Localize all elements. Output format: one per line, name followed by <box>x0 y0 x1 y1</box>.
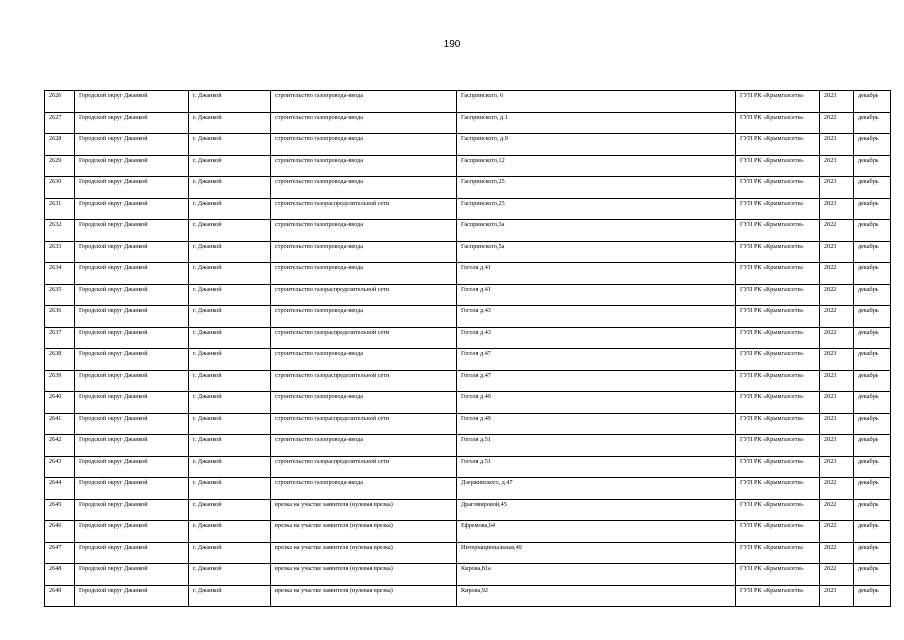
year-cell: 2022 <box>820 112 854 134</box>
work-type-cell: строительство газопровода-ввода <box>271 263 457 285</box>
contractor-cell: ГУП РК «Крымгазсети» <box>736 327 820 349</box>
district-cell: Городской округ Джанкой <box>75 499 189 521</box>
row-number-cell: 2639 <box>45 370 75 392</box>
work-type-cell: строительство газопровода-ввода <box>271 435 457 457</box>
city-cell: г. Джанкой <box>189 435 271 457</box>
contractor-cell: ГУП РК «Крымгазсети» <box>736 585 820 607</box>
table-row <box>45 112 891 134</box>
work-type-cell: строительство газораспределительной сети <box>271 327 457 349</box>
address-cell: Дзержинского, д.47 <box>457 478 736 500</box>
work-type-cell: строительство газопровода-ввода <box>271 112 457 134</box>
month-cell: декабрь <box>854 499 891 521</box>
contractor-cell: ГУП РК «Крымгазсети» <box>736 499 820 521</box>
district-cell: Городской округ Джанкой <box>75 198 189 220</box>
contractor-cell: ГУП РК «Крымгазсети» <box>736 91 820 113</box>
address-cell: Гаспринского,25 <box>457 198 736 220</box>
district-cell: Городской округ Джанкой <box>75 241 189 263</box>
work-type-cell: врезка на участке заявителя (нулевая врезка) <box>271 585 457 607</box>
city-cell: г. Джанкой <box>189 585 271 607</box>
contractor-cell: ГУП РК «Крымгазсети» <box>736 220 820 242</box>
table-row <box>45 263 891 285</box>
month-cell: декабрь <box>854 585 891 607</box>
contractor-cell: ГУП РК «Крымгазсети» <box>736 306 820 328</box>
address-cell: Гоголя д.41 <box>457 284 736 306</box>
address-cell: Гоголя д.51 <box>457 435 736 457</box>
city-cell: г. Джанкой <box>189 392 271 414</box>
year-cell: 2023 <box>820 198 854 220</box>
district-cell: Городской округ Джанкой <box>75 349 189 371</box>
city-cell: г. Джанкой <box>189 263 271 285</box>
year-cell: 2023 <box>820 241 854 263</box>
year-cell: 2022 <box>820 564 854 586</box>
city-cell: г. Джанкой <box>189 542 271 564</box>
month-cell: декабрь <box>854 177 891 199</box>
year-cell: 2022 <box>820 327 854 349</box>
row-number-cell: 2635 <box>45 284 75 306</box>
month-cell: декабрь <box>854 241 891 263</box>
address-cell: Гоголя д.43 <box>457 306 736 328</box>
row-number-cell: 2642 <box>45 435 75 457</box>
month-cell: декабрь <box>854 564 891 586</box>
table-row <box>45 327 891 349</box>
page-number: 190 <box>443 39 461 50</box>
row-number-cell: 2633 <box>45 241 75 263</box>
address-cell: Гаспринского, д.9 <box>457 134 736 156</box>
table-row <box>45 435 891 457</box>
district-cell: Городской округ Джанкой <box>75 263 189 285</box>
district-cell: Городской округ Джанкой <box>75 306 189 328</box>
work-type-cell: строительство газопровода-ввода <box>271 306 457 328</box>
address-cell: Гоголя д.51 <box>457 456 736 478</box>
contractor-cell: ГУП РК «Крымгазсети» <box>736 134 820 156</box>
year-cell: 2022 <box>820 478 854 500</box>
table-row <box>45 134 891 156</box>
work-type-cell: строительство газопровода-ввода <box>271 155 457 177</box>
contractor-cell: ГУП РК «Крымгазсети» <box>736 413 820 435</box>
contractor-cell: ГУП РК «Крымгазсети» <box>736 241 820 263</box>
city-cell: г. Джанкой <box>189 177 271 199</box>
district-cell: Городской округ Джанкой <box>75 521 189 543</box>
work-type-cell: строительство газопровода-ввода <box>271 177 457 199</box>
district-cell: Городской округ Джанкой <box>75 370 189 392</box>
month-cell: декабрь <box>854 327 891 349</box>
work-type-cell: строительство газопровода-ввода <box>271 392 457 414</box>
row-number-cell: 2641 <box>45 413 75 435</box>
address-cell: Кирова,81а <box>457 564 736 586</box>
work-type-cell: строительство газораспределительной сети <box>271 456 457 478</box>
city-cell: г. Джанкой <box>189 241 271 263</box>
table-row <box>45 370 891 392</box>
year-cell: 2023 <box>820 349 854 371</box>
row-number-cell: 2632 <box>45 220 75 242</box>
work-type-cell: строительство газораспределительной сети <box>271 413 457 435</box>
row-number-cell: 2627 <box>45 112 75 134</box>
district-cell: Городской округ Джанкой <box>75 413 189 435</box>
district-cell: Городской округ Джанкой <box>75 134 189 156</box>
row-number-cell: 2626 <box>45 91 75 113</box>
year-cell: 2023 <box>820 177 854 199</box>
contractor-cell: ГУП РК «Крымгазсети» <box>736 435 820 457</box>
contractor-cell: ГУП РК «Крымгазсети» <box>736 542 820 564</box>
city-cell: г. Джанкой <box>189 456 271 478</box>
table-row <box>45 413 891 435</box>
row-number-cell: 2648 <box>45 564 75 586</box>
district-cell: Городской округ Джанкой <box>75 392 189 414</box>
row-number-cell: 2644 <box>45 478 75 500</box>
district-cell: Городской округ Джанкой <box>75 284 189 306</box>
address-cell: Гаспринского,25 <box>457 177 736 199</box>
row-number-cell: 2636 <box>45 306 75 328</box>
district-cell: Городской округ Джанкой <box>75 542 189 564</box>
city-cell: г. Джанкой <box>189 349 271 371</box>
contractor-cell: ГУП РК «Крымгазсети» <box>736 456 820 478</box>
year-cell: 2023 <box>820 435 854 457</box>
district-cell: Городской округ Джанкой <box>75 155 189 177</box>
city-cell: г. Джанкой <box>189 198 271 220</box>
year-cell: 2023 <box>820 155 854 177</box>
year-cell: 2023 <box>820 91 854 113</box>
address-cell: Гоголя д.47 <box>457 349 736 371</box>
row-number-cell: 2638 <box>45 349 75 371</box>
city-cell: г. Джанкой <box>189 306 271 328</box>
city-cell: г. Джанкой <box>189 91 271 113</box>
row-number-cell: 2643 <box>45 456 75 478</box>
contractor-cell: ГУП РК «Крымгазсети» <box>736 155 820 177</box>
table-row <box>45 91 891 113</box>
month-cell: декабрь <box>854 134 891 156</box>
address-cell: Гаспринского,5а <box>457 241 736 263</box>
contractor-cell: ГУП РК «Крымгазсети» <box>736 349 820 371</box>
city-cell: г. Джанкой <box>189 478 271 500</box>
table-row <box>45 392 891 414</box>
row-number-cell: 2634 <box>45 263 75 285</box>
month-cell: декабрь <box>854 542 891 564</box>
table-row <box>45 241 891 263</box>
month-cell: декабрь <box>854 478 891 500</box>
district-cell: Городской округ Джанкой <box>75 177 189 199</box>
work-type-cell: строительство газопровода-ввода <box>271 91 457 113</box>
work-type-cell: строительство газораспределительной сети <box>271 198 457 220</box>
contractor-cell: ГУП РК «Крымгазсети» <box>736 521 820 543</box>
district-cell: Городской округ Джанкой <box>75 456 189 478</box>
year-cell: 2022 <box>820 499 854 521</box>
address-cell: Интернациональная,49 <box>457 542 736 564</box>
address-cell: Гоголя д.49 <box>457 413 736 435</box>
month-cell: декабрь <box>854 220 891 242</box>
district-cell: Городской округ Джанкой <box>75 91 189 113</box>
table-body <box>45 91 891 607</box>
month-cell: декабрь <box>854 392 891 414</box>
address-cell: Гаспринского, д.1 <box>457 112 736 134</box>
month-cell: декабрь <box>854 349 891 371</box>
table-row <box>45 564 891 586</box>
table-row <box>45 521 891 543</box>
row-number-cell: 2645 <box>45 499 75 521</box>
district-cell: Городской округ Джанкой <box>75 435 189 457</box>
city-cell: г. Джанкой <box>189 564 271 586</box>
gas-works-table <box>44 90 891 607</box>
year-cell: 2022 <box>820 263 854 285</box>
year-cell: 2022 <box>820 220 854 242</box>
year-cell: 2022 <box>820 306 854 328</box>
row-number-cell: 2628 <box>45 134 75 156</box>
contractor-cell: ГУП РК «Крымгазсети» <box>736 177 820 199</box>
table-row <box>45 542 891 564</box>
address-cell: Гаспринского,3а <box>457 220 736 242</box>
district-cell: Городской округ Джанкой <box>75 564 189 586</box>
table-row <box>45 349 891 371</box>
contractor-cell: ГУП РК «Крымгазсети» <box>736 392 820 414</box>
work-type-cell: строительство газопровода-ввода <box>271 241 457 263</box>
work-type-cell: строительство газопровода-ввода <box>271 220 457 242</box>
year-cell: 2023 <box>820 585 854 607</box>
table-row <box>45 306 891 328</box>
table-row <box>45 456 891 478</box>
contractor-cell: ГУП РК «Крымгазсети» <box>736 263 820 285</box>
row-number-cell: 2647 <box>45 542 75 564</box>
year-cell: 2023 <box>820 134 854 156</box>
row-number-cell: 2631 <box>45 198 75 220</box>
month-cell: декабрь <box>854 112 891 134</box>
year-cell: 2023 <box>820 370 854 392</box>
work-type-cell: врезка на участке заявителя (нулевая врезка) <box>271 499 457 521</box>
district-cell: Городской округ Джанкой <box>75 220 189 242</box>
contractor-cell: ГУП РК «Крымгазсети» <box>736 370 820 392</box>
month-cell: декабрь <box>854 155 891 177</box>
city-cell: г. Джанкой <box>189 499 271 521</box>
year-cell: 2022 <box>820 521 854 543</box>
address-cell: Гоголя д.41 <box>457 263 736 285</box>
work-type-cell: строительство газораспределительной сети <box>271 284 457 306</box>
address-cell: Драгомировой,45 <box>457 499 736 521</box>
contractor-cell: ГУП РК «Крымгазсети» <box>736 564 820 586</box>
table-row <box>45 478 891 500</box>
month-cell: декабрь <box>854 521 891 543</box>
city-cell: г. Джанкой <box>189 112 271 134</box>
month-cell: декабрь <box>854 370 891 392</box>
contractor-cell: ГУП РК «Крымгазсети» <box>736 198 820 220</box>
city-cell: г. Джанкой <box>189 284 271 306</box>
table-row <box>45 499 891 521</box>
address-cell: Кирова,92 <box>457 585 736 607</box>
row-number-cell: 2640 <box>45 392 75 414</box>
district-cell: Городской округ Джанкой <box>75 112 189 134</box>
contractor-cell: ГУП РК «Крымгазсети» <box>736 112 820 134</box>
work-type-cell: врезка на участке заявителя (нулевая врезка) <box>271 542 457 564</box>
city-cell: г. Джанкой <box>189 521 271 543</box>
table-row <box>45 198 891 220</box>
month-cell: декабрь <box>854 306 891 328</box>
table-row <box>45 177 891 199</box>
work-type-cell: врезка на участке заявителя (нулевая врезка) <box>271 564 457 586</box>
month-cell: декабрь <box>854 456 891 478</box>
month-cell: декабрь <box>854 413 891 435</box>
table-row <box>45 220 891 242</box>
address-cell: Гоголя д.49 <box>457 392 736 414</box>
year-cell: 2023 <box>820 456 854 478</box>
row-number-cell: 2629 <box>45 155 75 177</box>
year-cell: 2022 <box>820 284 854 306</box>
year-cell: 2023 <box>820 392 854 414</box>
month-cell: декабрь <box>854 263 891 285</box>
address-cell: Гоголя д.43 <box>457 327 736 349</box>
work-type-cell: строительство газопровода-ввода <box>271 349 457 371</box>
month-cell: декабрь <box>854 284 891 306</box>
city-cell: г. Джанкой <box>189 220 271 242</box>
city-cell: г. Джанкой <box>189 370 271 392</box>
address-cell: Гаспринского, 6 <box>457 91 736 113</box>
row-number-cell: 2646 <box>45 521 75 543</box>
month-cell: декабрь <box>854 198 891 220</box>
address-cell: Гаспринского,12 <box>457 155 736 177</box>
work-type-cell: строительство газораспределительной сети <box>271 370 457 392</box>
row-number-cell: 2637 <box>45 327 75 349</box>
address-cell: Ефремова,64 <box>457 521 736 543</box>
city-cell: г. Джанкой <box>189 134 271 156</box>
city-cell: г. Джанкой <box>189 327 271 349</box>
table-row <box>45 284 891 306</box>
year-cell: 2022 <box>820 542 854 564</box>
table-row <box>45 155 891 177</box>
contractor-cell: ГУП РК «Крымгазсети» <box>736 284 820 306</box>
district-cell: Городской округ Джанкой <box>75 478 189 500</box>
district-cell: Городской округ Джанкой <box>75 327 189 349</box>
district-cell: Городской округ Джанкой <box>75 585 189 607</box>
table-row <box>45 585 891 607</box>
row-number-cell: 2630 <box>45 177 75 199</box>
row-number-cell: 2649 <box>45 585 75 607</box>
year-cell: 2023 <box>820 413 854 435</box>
month-cell: декабрь <box>854 91 891 113</box>
city-cell: г. Джанкой <box>189 413 271 435</box>
work-type-cell: строительство газопровода-ввода <box>271 478 457 500</box>
work-type-cell: врезка на участке заявителя (нулевая врезка) <box>271 521 457 543</box>
contractor-cell: ГУП РК «Крымгазсети» <box>736 478 820 500</box>
city-cell: г. Джанкой <box>189 155 271 177</box>
work-type-cell: строительство газопровода-ввода <box>271 134 457 156</box>
address-cell: Гоголя д.47 <box>457 370 736 392</box>
month-cell: декабрь <box>854 435 891 457</box>
